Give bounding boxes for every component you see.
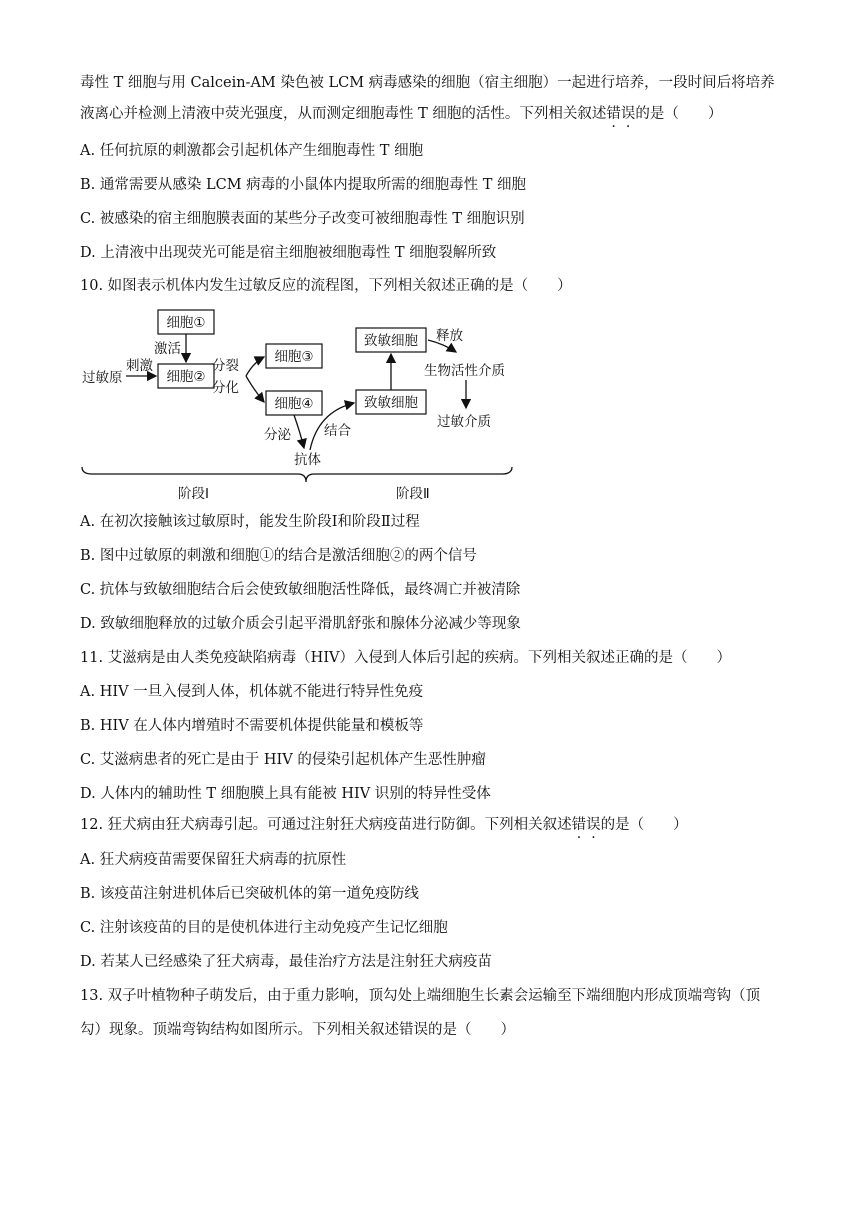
q11-option-d: D. 人体内的辅助性 T 细胞膜上具有能被 HIV 识别的特异性受体 — [80, 786, 491, 802]
q13-stem-line-1: 13. 双子叶植物种子萌发后，由于重力影响，顶勾处上端细胞生长素会运输至下端细胞内形成顶端弯钩（顶 — [80, 988, 761, 1004]
q12-option-a: A. 狂犬病疫苗需要保留狂犬病毒的抗原性 — [80, 852, 347, 868]
cell-1-label: 细胞① — [166, 315, 206, 331]
q10-option-c: C. 抗体与致敏细胞结合后会使致敏细胞活性降低，最终凋亡并被清除 — [80, 582, 521, 598]
stimulate-label: 刺激 — [126, 358, 153, 374]
intro-line-2-end: 的是（ ） — [635, 106, 723, 122]
allergy-flow-diagram — [78, 302, 528, 507]
antibody-label: 抗体 — [294, 452, 321, 468]
emphasis-char: 错 — [571, 817, 587, 833]
sensitized-cell-top-label: 致敏细胞 — [364, 333, 418, 349]
q9-option-d: D. 上清液中出现荧光可能是宿主细胞被细胞毒性 T 细胞裂解所致 — [80, 245, 497, 261]
q12-stem-text: 12. 狂犬病由狂犬病毒引起。可通过注射狂犬病疫苗进行防御。下列相关叙述 — [80, 817, 572, 833]
q11-stem: 11. 艾滋病是由人类免疫缺陷病毒（HIV）入侵到人体后引起的疾病。下列相关叙述正确的是（ ） — [80, 650, 732, 666]
q11-option-a: A. HIV 一旦入侵到人体，机体就不能进行特异性免疫 — [80, 684, 424, 700]
q9-option-b: B. 通常需要从感染 LCM 病毒的小鼠体内提取所需的细胞毒性 T 细胞 — [80, 177, 527, 193]
cell-4-label: 细胞④ — [274, 396, 314, 412]
secrete-label: 分泌 — [264, 427, 291, 443]
stage-1-label: 阶段Ⅰ — [178, 486, 209, 502]
sensitized-cell-bottom-label: 致敏细胞 — [364, 395, 418, 411]
intro-line-1: 毒性 T 细胞与用 Calcein-AM 染色被 LCM 病毒感染的细胞（宿主细胞）一起进行培养，一段时间后将培养 — [80, 75, 775, 91]
differentiate-label: 分化 — [212, 380, 239, 396]
q11-option-c: C. 艾滋病患者的死亡是由于 HIV 的侵染引起机体产生恶性肿瘤 — [80, 752, 486, 768]
release-label: 释放 — [436, 328, 463, 344]
intro-line-2-text: 液离心并检测上清液中荧光强度，从而测定细胞毒性 T 细胞的活性。下列相关叙述 — [80, 106, 607, 122]
q10-stem: 10. 如图表示机体内发生过敏反应的流程图，下列相关叙述正确的是（ ） — [80, 278, 572, 294]
emphasis-char: 误 — [586, 817, 601, 833]
q12-option-b: B. 该疫苗注射进机体后已突破机体的第一道免疫防线 — [80, 886, 419, 902]
stage-brace — [82, 467, 512, 482]
allergen-label: 过敏原 — [82, 370, 123, 386]
emphasis-char: 误 — [620, 106, 636, 122]
q12-stem — [80, 815, 800, 835]
divide-label: 分裂 — [212, 358, 239, 374]
q9-option-c: C. 被感染的宿主细胞膜表面的某些分子改变可被细胞毒性 T 细胞识别 — [80, 211, 525, 227]
activate-label: 激活 — [154, 341, 181, 357]
q12-option-d: D. 若某人已经感染了狂犬病毒，最佳治疗方法是注射狂犬病疫苗 — [80, 954, 492, 970]
q12-stem-end: 的是（ ） — [600, 817, 688, 833]
cell-3-label: 细胞③ — [274, 349, 314, 365]
intro-line-2 — [80, 104, 800, 124]
cell-2-label: 细胞② — [166, 369, 206, 385]
q12-option-c: C. 注射该疫苗的目的是使机体进行主动免疫产生记忆细胞 — [80, 920, 448, 936]
arrow-to-cell-3 — [246, 357, 264, 376]
q13-stem-line-2: 勾）现象。顶端弯钩结构如图所示。下列相关叙述错误的是（ ） — [80, 1022, 515, 1038]
secrete-arrow — [294, 415, 304, 448]
emphasis-char: 错 — [606, 106, 621, 122]
q10-option-d: D. 致敏细胞释放的过敏介质会引起平滑肌舒张和腺体分泌减少等现象 — [80, 616, 521, 632]
bioactive-label: 生物活性介质 — [424, 363, 505, 379]
q9-option-a: A. 任何抗原的刺激都会引起机体产生细胞毒性 T 细胞 — [80, 143, 424, 159]
arrow-to-cell-4 — [246, 376, 264, 402]
bind-label: 结合 — [324, 423, 351, 439]
stage-2-label: 阶段Ⅱ — [396, 486, 430, 502]
allergy-mediator-label: 过敏介质 — [437, 414, 491, 430]
q11-option-b: B. HIV 在人体内增殖时不需要机体提供能量和模板等 — [80, 718, 424, 734]
q10-option-a: A. 在初次接触该过敏原时，能发生阶段Ⅰ和阶段Ⅱ过程 — [80, 514, 420, 530]
q10-option-b: B. 图中过敏原的刺激和细胞①的结合是激活细胞②的两个信号 — [80, 548, 477, 564]
